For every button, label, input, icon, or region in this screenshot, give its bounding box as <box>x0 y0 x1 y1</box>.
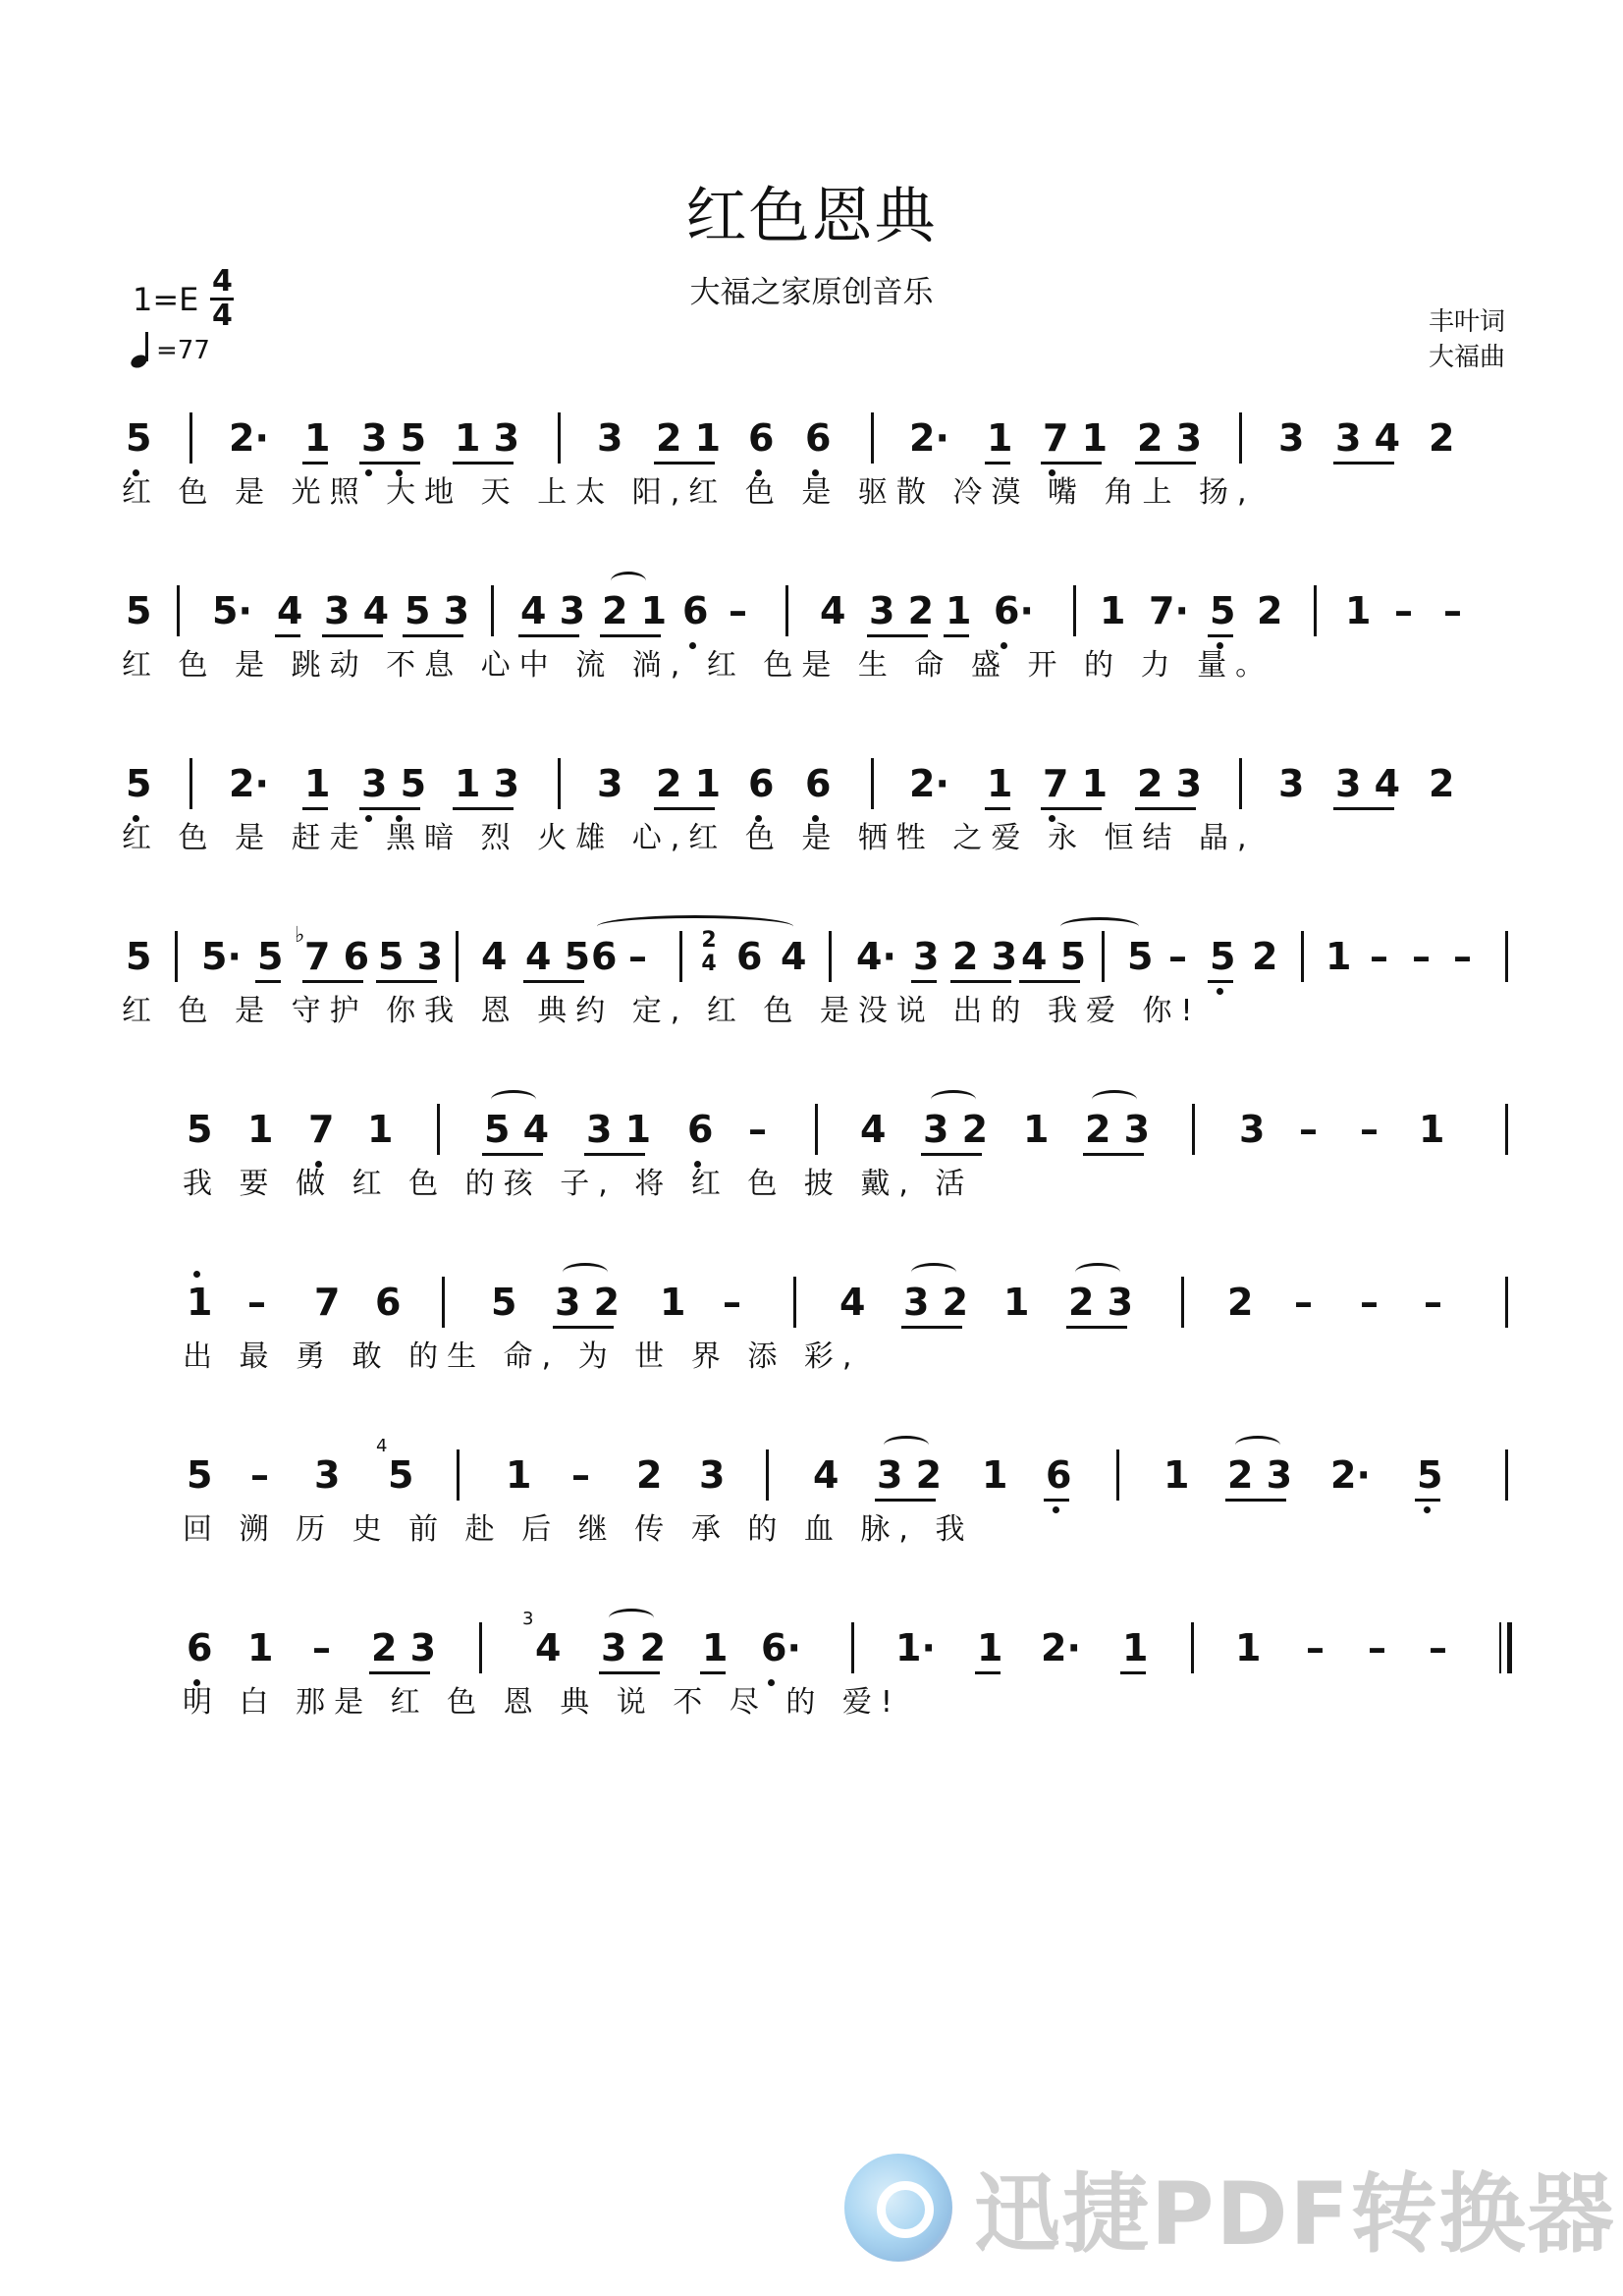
watermark-logo-icon <box>844 2154 952 2262</box>
lyric-line: 红 色 是 守护 你我 恩 典约 定, 红 色 是没说 出的 我爱 你! <box>122 994 1202 1028</box>
note: 3 4 <box>1335 416 1401 460</box>
note: 7 1 <box>1043 416 1109 460</box>
lyric-line: 我 要 做 红 色 的孩 子, 将 红 色 披 戴, 活 <box>183 1167 974 1201</box>
note: 2· <box>909 416 949 460</box>
barline <box>871 412 874 464</box>
note: 6 <box>805 416 832 460</box>
note: 2 <box>1429 416 1455 460</box>
time-signature <box>210 264 234 333</box>
note: 3 <box>597 416 623 460</box>
quarter-note-icon <box>131 334 152 367</box>
barline <box>189 412 192 464</box>
watermark-text: 迅捷PDF转换器 <box>974 2163 1616 2265</box>
notation-line <box>0 410 1623 465</box>
note: 2 1 <box>656 416 722 460</box>
time-unit: 4 <box>211 299 233 333</box>
lyric-line: 红 色 是 赶走 黑暗 烈 火雄 心,红 色 是 牺牲 之爱 永 恒结 晶, <box>122 821 1256 855</box>
credits <box>1429 304 1505 375</box>
lyricist: 丰叶词 <box>1428 307 1505 337</box>
tempo-value: =77 <box>156 336 210 365</box>
lyric-line: 出 最 勇 敢 的生 命, 为 世 界 添 彩, <box>183 1339 861 1374</box>
song-title: 红色恩典 <box>685 180 938 251</box>
key-label: 1=E <box>133 280 199 318</box>
barline <box>558 412 561 464</box>
tempo-marking <box>131 334 210 367</box>
composer: 大福曲 <box>1428 343 1505 372</box>
song-subtitle: 大福之家原创音乐 <box>689 275 934 310</box>
lyric-line: 回 溯 历 史 前 赴 后 继 传 承 的 血 脉, 我 <box>183 1512 974 1547</box>
lyric-line: 明 白 那是 红 色 恩 典 说 不 尽 的 爱! <box>183 1685 901 1720</box>
lyric-line: 红 色 是 光照 大地 天 上太 阳,红 色 是 驱散 冷漠 嘴 角上 扬, <box>122 475 1256 510</box>
note: 3 5 <box>361 416 427 460</box>
note: 3 <box>1278 416 1305 460</box>
lyric-line: 红 色 是 跳动 不息 心中 流 淌, 红 色是 生 命 盛 开 的 力 量。 <box>122 648 1274 683</box>
note: 1 <box>304 416 331 460</box>
note: 5 <box>126 416 152 460</box>
barline <box>1239 412 1242 464</box>
note: 1 3 <box>455 416 520 460</box>
note: 2· <box>229 416 269 460</box>
note: 2 3 <box>1137 416 1203 460</box>
note: 6 <box>748 416 775 460</box>
key-signature <box>133 264 234 333</box>
note: 1 <box>987 416 1013 460</box>
time-beats: 4 <box>211 264 233 299</box>
watermark <box>844 2146 1616 2269</box>
